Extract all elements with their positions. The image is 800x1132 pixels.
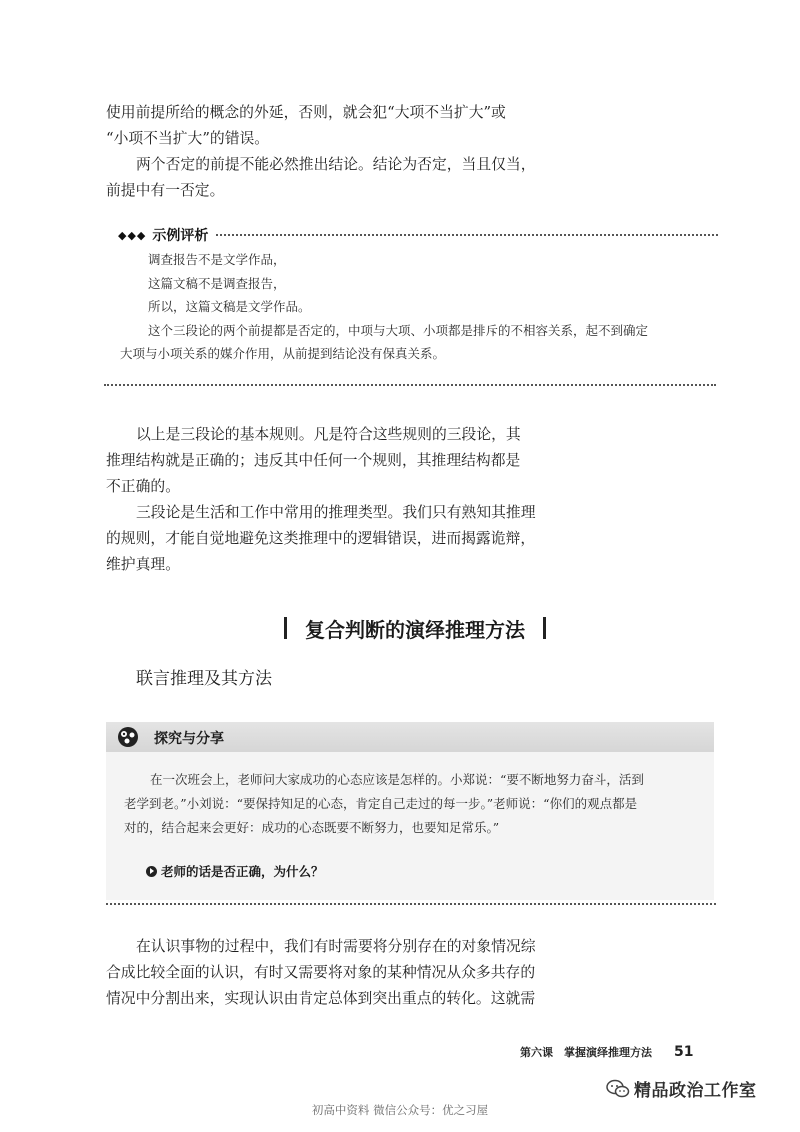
text-line: 情况中分割出来，实现认识由肯定总体到突出重点的转化。这就需 [106, 990, 536, 1007]
example-line: 这个三段论的两个前提都是否定的，中项与大项、小项都是排斥的不相容关系，起不到确定 [148, 322, 649, 338]
text-line: 前提中有一否定。 [106, 182, 225, 199]
rules-paragraph [106, 422, 558, 578]
text-line: 不正确的。 [106, 478, 180, 495]
question-text: 老师的话是否正确，为什么？ [161, 864, 324, 879]
dotted-rule [216, 234, 718, 236]
example-line: 大项与小项关系的媒介作用，从前提到结论没有保真关系。 [120, 346, 446, 361]
watermark-text: 精品政治工作室 [634, 1081, 757, 1101]
text-line: 推理结构就是正确的；违反其中任何一个规则，其推理结构都是 [106, 452, 521, 469]
example-title: 示例评析 [152, 228, 209, 244]
bottom-caption: 初高中资料 微信公众号：优之习屋 [311, 1103, 489, 1117]
explore-line: 老学到老。”小刘说：“要保持知足的心态，肯定自己走过的每一步。”老师说：“你们的观点都是 [124, 796, 638, 811]
explore-title: 探究与分享 [154, 731, 224, 747]
text-line: 合成比较全面的认识，有时又需要将对象的某种情况从众多共存的 [106, 964, 536, 981]
text-line: 使用前提所给的概念的外延，否则，就会犯“大项不当扩大”或 [106, 104, 506, 121]
watermark [606, 1076, 757, 1101]
diamond-bullets-icon: ◆◆◆ [118, 228, 147, 242]
explore-line: 在一次班会上，老师问大家成功的心态应该是怎样的。小郑说：“要不断地努力奋斗，活到 [150, 772, 644, 787]
heading-bar-left [284, 617, 287, 639]
page-footer [520, 1044, 693, 1060]
text-line: 维护真理。 [106, 556, 180, 573]
example-line: 这篇文稿不是调查报告， [148, 275, 286, 291]
closing-paragraph [106, 934, 558, 1012]
heading-bar-right [543, 617, 546, 639]
explore-share-box [106, 722, 714, 900]
text-line: 的规则，才能自觉地避免这类推理中的逻辑错误，进而揭露诡辩， [106, 530, 536, 547]
explore-tab-header [106, 722, 714, 752]
example-body [120, 248, 720, 366]
text-line: “小项不当扩大”的错误。 [106, 130, 270, 147]
section-heading [250, 612, 580, 644]
lesson-title: 第六课 掌握演绎推理方法 [520, 1046, 652, 1059]
text-line: 以上是三段论的基本规则。凡是符合这些规则的三段论，其 [136, 426, 521, 443]
explore-body [124, 768, 704, 840]
example-line: 调查报告不是文学作品， [148, 252, 286, 267]
explore-line: 对的，结合起来会更好：成功的心态既要不断努力，也要知足常乐。” [124, 820, 500, 835]
section-title: 复合判断的演绎推理方法 [305, 617, 525, 642]
sub-heading: 联言推理及其方法 [136, 669, 272, 689]
example-line: 所以，这篇文稿是文学作品。 [148, 299, 311, 314]
play-bullet-icon [146, 866, 157, 877]
explore-icon [116, 725, 140, 749]
example-header [118, 224, 718, 246]
dotted-divider [104, 384, 716, 386]
wechat-icon [606, 1079, 630, 1099]
page-number: 51 [674, 1044, 694, 1060]
text-line: 两个否定的前提不能必然推出结论。结论为否定，当且仅当， [136, 156, 536, 173]
explore-question [146, 862, 324, 880]
intro-paragraph [106, 100, 558, 204]
dotted-divider [106, 903, 716, 905]
text-line: 在认识事物的过程中，我们有时需要将分别存在的对象情况综 [136, 938, 536, 955]
text-line: 三段论是生活和工作中常用的推理类型。我们只有熟知其推理 [136, 504, 536, 521]
